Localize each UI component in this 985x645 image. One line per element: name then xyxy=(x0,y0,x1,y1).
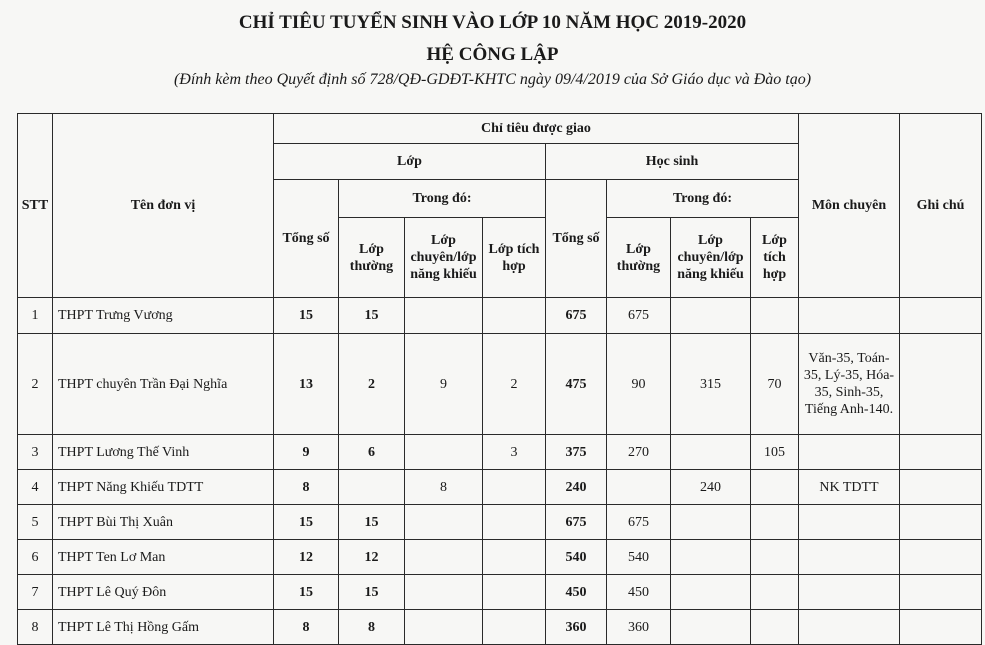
cell-notes xyxy=(900,505,982,540)
cell-students-integrated xyxy=(751,575,799,610)
header-students-specialized: Lớp chuyên/lớp năng khiếu xyxy=(671,218,751,298)
cell-classes-integrated xyxy=(483,505,546,540)
cell-unit-name: THPT Lê Quý Đôn xyxy=(53,575,274,610)
table-row xyxy=(18,575,982,610)
cell-students-specialized xyxy=(671,610,751,645)
cell-classes-regular xyxy=(339,470,405,505)
table-row xyxy=(18,610,982,645)
cell-classes-regular: 15 xyxy=(339,298,405,334)
cell-unit-name: THPT Ten Lơ Man xyxy=(53,540,274,575)
cell-students-regular xyxy=(607,470,671,505)
cell-notes xyxy=(900,575,982,610)
cell-unit-name: THPT Lương Thế Vinh xyxy=(53,435,274,470)
cell-students-integrated: 70 xyxy=(751,334,799,435)
cell-students-regular: 675 xyxy=(607,298,671,334)
cell-classes-total: 15 xyxy=(274,505,339,540)
table-row xyxy=(18,540,982,575)
cell-stt: 3 xyxy=(18,435,53,470)
cell-students-total: 475 xyxy=(546,334,607,435)
cell-students-integrated xyxy=(751,298,799,334)
header-classes-specialized: Lớp chuyên/lớp năng khiếu xyxy=(405,218,483,298)
cell-notes xyxy=(900,435,982,470)
cell-students-regular: 540 xyxy=(607,540,671,575)
cell-students-total: 675 xyxy=(546,505,607,540)
cell-specialized-subjects: Văn-35, Toán-35, Lý-35, Hóa-35, Sinh-35, Tiếng Anh-140. xyxy=(799,334,900,435)
table-row xyxy=(18,470,982,505)
cell-students-specialized: 315 xyxy=(671,334,751,435)
header-students: Học sinh xyxy=(546,144,799,180)
cell-students-specialized xyxy=(671,540,751,575)
cell-classes-integrated xyxy=(483,470,546,505)
cell-students-integrated xyxy=(751,470,799,505)
cell-classes-total: 9 xyxy=(274,435,339,470)
cell-unit-name: THPT chuyên Trần Đại Nghĩa xyxy=(53,334,274,435)
cell-classes-specialized: 8 xyxy=(405,470,483,505)
cell-students-specialized xyxy=(671,505,751,540)
cell-unit-name: THPT Năng Khiếu TDTT xyxy=(53,470,274,505)
cell-stt: 5 xyxy=(18,505,53,540)
header-specialized-subjects: Môn chuyên xyxy=(799,114,900,298)
cell-notes xyxy=(900,334,982,435)
table-header xyxy=(18,114,982,298)
cell-notes xyxy=(900,470,982,505)
header-classes-integrated: Lớp tích hợp xyxy=(483,218,546,298)
cell-classes-specialized xyxy=(405,298,483,334)
document-reference-note: (Đính kèm theo Quyết định số 728/QĐ-GDĐT-KHTC ngày 09/4/2019 của Sở Giáo dục và Đào tạo) xyxy=(173,71,812,88)
enrollment-quota-table xyxy=(17,113,982,645)
cell-classes-total: 15 xyxy=(274,298,339,334)
cell-classes-total: 8 xyxy=(274,610,339,645)
header-assigned-quota: Chỉ tiêu được giao xyxy=(274,114,799,144)
cell-classes-total: 13 xyxy=(274,334,339,435)
cell-classes-regular: 8 xyxy=(339,610,405,645)
header-notes: Ghi chú xyxy=(900,114,982,298)
header-classes-regular: Lớp thường xyxy=(339,218,405,298)
cell-unit-name: THPT Bùi Thị Xuân xyxy=(53,505,274,540)
cell-specialized-subjects xyxy=(799,575,900,610)
cell-unit-name: THPT Lê Thị Hồng Gấm xyxy=(53,610,274,645)
cell-classes-specialized xyxy=(405,435,483,470)
cell-classes-regular: 6 xyxy=(339,435,405,470)
cell-students-regular: 270 xyxy=(607,435,671,470)
cell-unit-name: THPT Trưng Vương xyxy=(53,298,274,334)
cell-classes-specialized xyxy=(405,505,483,540)
cell-classes-integrated xyxy=(483,540,546,575)
cell-students-total: 360 xyxy=(546,610,607,645)
header-classes-total: Tổng số xyxy=(274,180,339,298)
table-row xyxy=(18,334,982,435)
cell-students-specialized: 240 xyxy=(671,470,751,505)
cell-students-total: 375 xyxy=(546,435,607,470)
cell-classes-regular: 15 xyxy=(339,575,405,610)
table-body xyxy=(18,298,982,645)
cell-classes-integrated xyxy=(483,298,546,334)
cell-classes-specialized xyxy=(405,540,483,575)
cell-specialized-subjects xyxy=(799,610,900,645)
cell-students-total: 540 xyxy=(546,540,607,575)
cell-stt: 7 xyxy=(18,575,53,610)
cell-classes-specialized xyxy=(405,575,483,610)
cell-students-integrated xyxy=(751,540,799,575)
cell-classes-total: 15 xyxy=(274,575,339,610)
cell-classes-regular: 12 xyxy=(339,540,405,575)
header-students-breakdown: Trong đó: xyxy=(607,180,799,218)
cell-stt: 6 xyxy=(18,540,53,575)
document-title: CHỈ TIÊU TUYỂN SINH VÀO LỚP 10 NĂM HỌC 2019-2020 xyxy=(238,12,747,33)
cell-classes-integrated xyxy=(483,575,546,610)
cell-classes-integrated xyxy=(483,610,546,645)
cell-specialized-subjects: NK TDTT xyxy=(799,470,900,505)
header-students-regular: Lớp thường xyxy=(607,218,671,298)
cell-students-integrated: 105 xyxy=(751,435,799,470)
cell-students-regular: 450 xyxy=(607,575,671,610)
header-classes: Lớp xyxy=(274,144,546,180)
table-row xyxy=(18,298,982,334)
cell-specialized-subjects xyxy=(799,435,900,470)
cell-stt: 8 xyxy=(18,610,53,645)
cell-students-regular: 360 xyxy=(607,610,671,645)
table-row xyxy=(18,505,982,540)
cell-specialized-subjects xyxy=(799,505,900,540)
cell-students-total: 240 xyxy=(546,470,607,505)
cell-classes-total: 12 xyxy=(274,540,339,575)
header-students-integrated: Lớp tích hợp xyxy=(751,218,799,298)
header-classes-breakdown: Trong đó: xyxy=(339,180,546,218)
cell-classes-regular: 15 xyxy=(339,505,405,540)
cell-students-total: 450 xyxy=(546,575,607,610)
cell-students-regular: 675 xyxy=(607,505,671,540)
cell-classes-integrated: 3 xyxy=(483,435,546,470)
header-students-total: Tổng số xyxy=(546,180,607,298)
cell-notes xyxy=(900,610,982,645)
cell-specialized-subjects xyxy=(799,540,900,575)
cell-students-regular: 90 xyxy=(607,334,671,435)
table-row xyxy=(18,435,982,470)
cell-stt: 2 xyxy=(18,334,53,435)
cell-classes-specialized: 9 xyxy=(405,334,483,435)
cell-classes-regular: 2 xyxy=(339,334,405,435)
cell-classes-integrated: 2 xyxy=(483,334,546,435)
cell-students-specialized xyxy=(671,435,751,470)
cell-specialized-subjects xyxy=(799,298,900,334)
cell-students-specialized xyxy=(671,575,751,610)
cell-classes-total: 8 xyxy=(274,470,339,505)
document-subtitle-heading: HỆ CÔNG LẬP xyxy=(426,44,559,65)
cell-students-total: 675 xyxy=(546,298,607,334)
cell-stt: 1 xyxy=(18,298,53,334)
cell-stt: 4 xyxy=(18,470,53,505)
cell-classes-specialized xyxy=(405,610,483,645)
cell-students-integrated xyxy=(751,610,799,645)
cell-students-specialized xyxy=(671,298,751,334)
cell-notes xyxy=(900,540,982,575)
header-unit-name: Tên đơn vị xyxy=(53,114,274,298)
cell-students-integrated xyxy=(751,505,799,540)
cell-notes xyxy=(900,298,982,334)
header-stt: STT xyxy=(18,114,53,298)
